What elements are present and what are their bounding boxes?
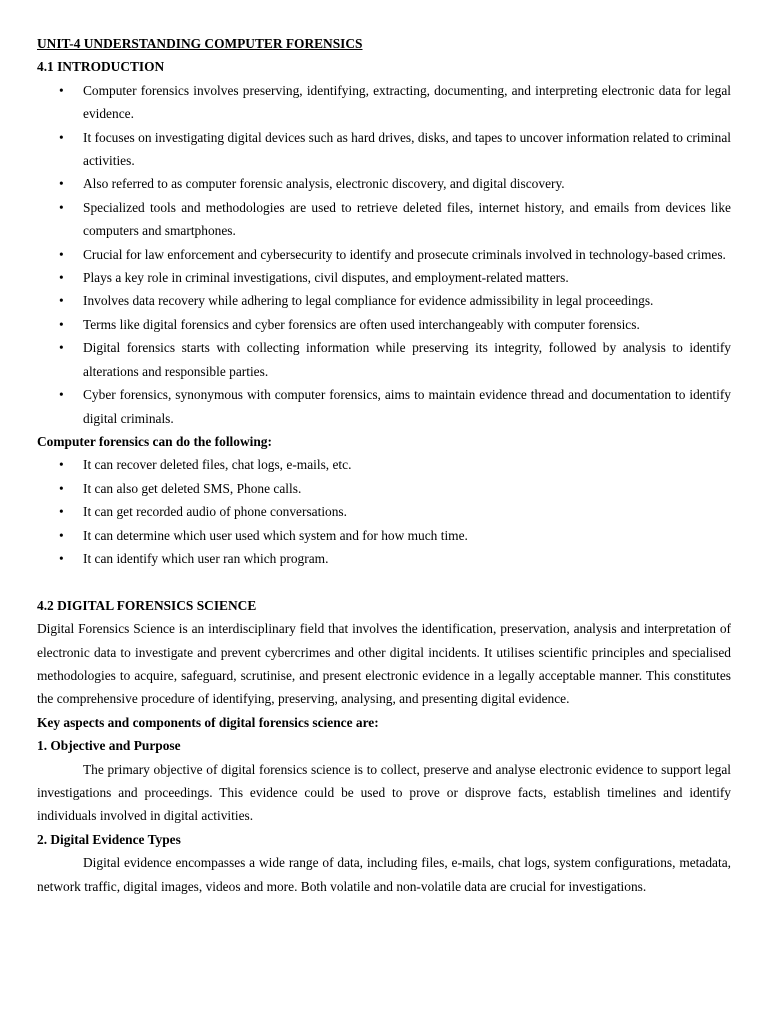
capabilities-bullet-list xyxy=(37,453,731,570)
bullet-icon: • xyxy=(59,316,64,332)
list-item: • It can determine which user used which system and for how much time. xyxy=(37,524,731,547)
list-item: • It can also get deleted SMS, Phone calls. xyxy=(37,477,731,500)
capabilities-heading: Computer forensics can do the following: xyxy=(37,433,272,449)
bullet-icon: • xyxy=(59,480,64,496)
list-item: • Cyber forensics, synonymous with computer forensics, aims to maintain evidence thread and documentation to identify digital criminals. xyxy=(37,383,731,430)
subsection-paragraph-evidence-types: Digital evidence encompasses a wide range of data, including files, e-mails, chat logs, system configurations, metadata, network traffic, digital images, videos and more. Both volatile and non-volatile data are crucial for investigations. xyxy=(37,855,731,894)
bullet-icon: • xyxy=(59,550,64,566)
introduction-bullet-list xyxy=(37,79,731,430)
list-item: • Digital forensics starts with collecting information while preserving its integrity, followed by analysis to identify alterations and responsible parties. xyxy=(37,336,731,383)
bullet-icon: • xyxy=(59,129,64,145)
bullet-icon: • xyxy=(59,527,64,543)
list-item: • Also referred to as computer forensic analysis, electronic discovery, and digital discovery. xyxy=(37,172,731,195)
key-aspects-heading: Key aspects and components of digital forensics science are: xyxy=(37,714,379,730)
bullet-icon: • xyxy=(59,504,64,520)
bullet-icon: • xyxy=(59,387,64,403)
bullet-icon: • xyxy=(59,176,64,192)
bullet-icon: • xyxy=(59,246,64,262)
list-item: • Involves data recovery while adhering to legal compliance for evidence admissibility in legal proceedings. xyxy=(37,289,731,312)
bullet-icon: • xyxy=(59,340,64,356)
list-item: • Computer forensics involves preserving, identifying, extracting, documenting, and interpreting electronic data for legal evidence. xyxy=(37,79,731,126)
subsection-heading-objective: 1. Objective and Purpose xyxy=(37,738,181,754)
list-item: • It can identify which user ran which program. xyxy=(37,547,731,570)
subsection-heading-evidence-types: 2. Digital Evidence Types xyxy=(37,831,181,847)
section-heading-introduction: 4.1 INTRODUCTION xyxy=(37,59,165,75)
subsection-paragraph-objective: The primary objective of digital forensics science is to collect, preserve and analyse electronic evidence to support legal investigations and proceedings. This evidence could be used to prove or disprove facts, establish timelines and identify individuals involved in digital activities. xyxy=(37,761,731,824)
list-item: • Specialized tools and methodologies are used to retrieve deleted files, internet history, and emails from devices like computers and smartphones. xyxy=(37,196,731,243)
bullet-icon: • xyxy=(59,270,64,286)
list-item: • It focuses on investigating digital devices such as hard drives, disks, and tapes to uncover information related to criminal activities. xyxy=(37,126,731,173)
bullet-icon: • xyxy=(59,457,64,473)
unit-title: UNIT-4 UNDERSTANDING COMPUTER FORENSICS xyxy=(37,36,363,51)
list-item: • Plays a key role in criminal investigations, civil disputes, and employment-related matters. xyxy=(37,266,731,289)
section-spacer xyxy=(37,570,731,593)
list-item: • Crucial for law enforcement and cybersecurity to identify and prosecute criminals involved in technology-based crimes. xyxy=(37,243,731,266)
list-item: • It can recover deleted files, chat logs, e-mails, etc. xyxy=(37,453,731,476)
document-page xyxy=(37,32,731,898)
section-intro-paragraph: Digital Forensics Science is an interdisciplinary field that involves the identification, preservation, analysis and interpretation of electronic data to investigate and prevent cybercrimes and other digital incidents. It utilises scientific principles and specialised methodologies to acquire, safeguard, scrutinise, and present electronic evidence in a legally acceptable manner. This constitutes the comprehensive procedure of identifying, preserving, analysing, and presenting digital evidence. xyxy=(37,621,731,707)
bullet-icon: • xyxy=(59,293,64,309)
list-item: • It can get recorded audio of phone conversations. xyxy=(37,500,731,523)
bullet-icon: • xyxy=(59,82,64,98)
section-heading-digital-forensics-science: 4.2 DIGITAL FORENSICS SCIENCE xyxy=(37,597,257,613)
bullet-icon: • xyxy=(59,199,64,215)
list-item: • Terms like digital forensics and cyber forensics are often used interchangeably with computer forensics. xyxy=(37,313,731,336)
